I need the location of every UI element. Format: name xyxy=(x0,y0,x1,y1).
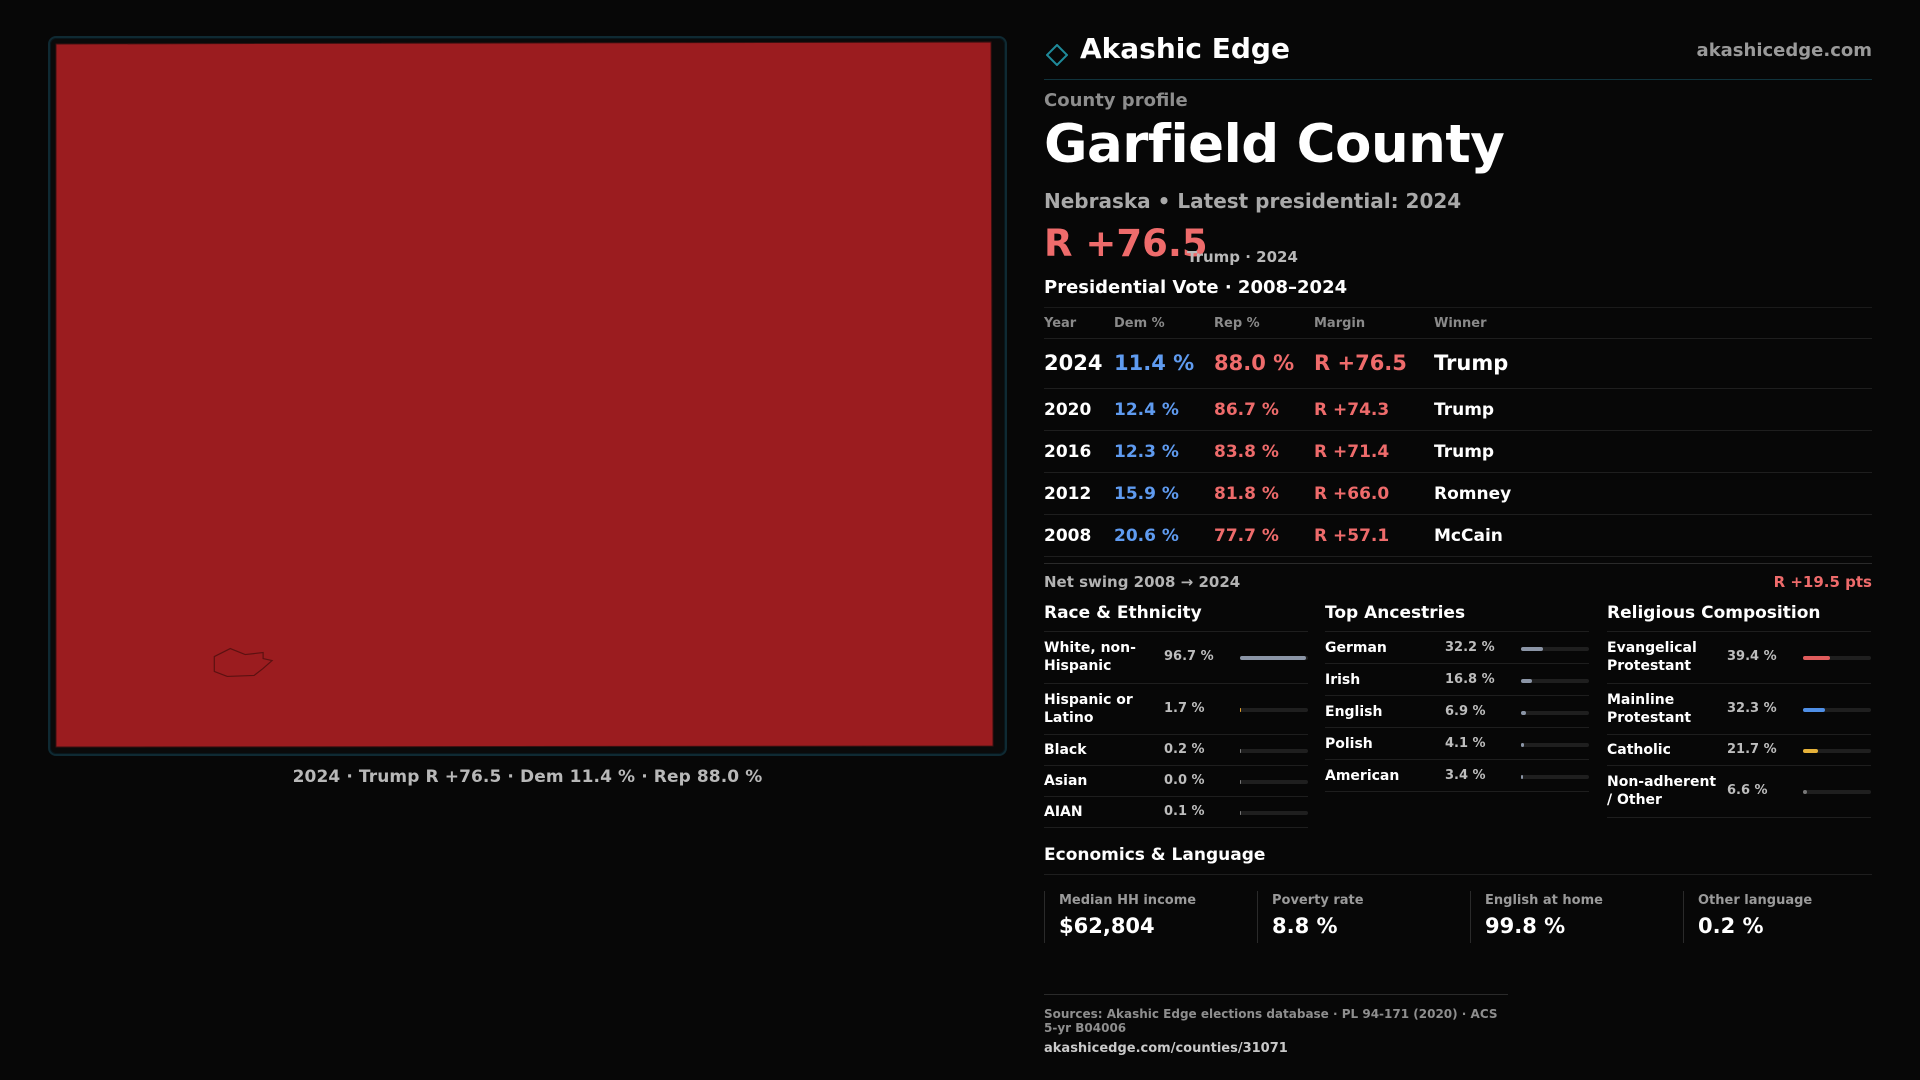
page-subtitle: Nebraska • Latest presidential: 2024 xyxy=(1044,189,1462,213)
list-item xyxy=(1044,797,1308,828)
cell-winner: Trump xyxy=(1434,351,1509,375)
item-bar-fill xyxy=(1240,749,1241,753)
cell-year: 2016 xyxy=(1044,442,1092,462)
item-value: 32.2 % xyxy=(1445,640,1495,655)
list-item xyxy=(1044,684,1308,735)
diamond-logo-icon xyxy=(1046,44,1068,66)
item-label: Non-adherent / Other xyxy=(1607,774,1717,808)
item-bar xyxy=(1521,775,1589,779)
stat-value: 99.8 % xyxy=(1485,914,1566,938)
stat-label: English at home xyxy=(1485,893,1603,908)
stat-label: Poverty rate xyxy=(1272,893,1364,908)
column-header-year: Year xyxy=(1044,316,1077,331)
list-item xyxy=(1044,632,1308,684)
item-label: White, non-Hispanic xyxy=(1044,640,1136,674)
stat-label: Median HH income xyxy=(1059,893,1197,908)
county-page-link[interactable]: akashicedge.com/counties/31071 xyxy=(1044,1041,1288,1056)
item-bar-fill xyxy=(1240,811,1241,815)
list-item xyxy=(1325,696,1589,728)
list-item xyxy=(1607,735,1871,766)
item-bar-fill xyxy=(1521,743,1524,747)
page-title: Garfield County xyxy=(1044,114,1505,175)
table-row xyxy=(1044,431,1872,473)
table-row xyxy=(1044,473,1872,515)
county-map-svg xyxy=(50,38,1005,754)
stat-poverty-rate xyxy=(1257,891,1464,943)
item-label: Hispanic or Latino xyxy=(1044,692,1133,726)
cell-winner: Trump xyxy=(1434,442,1495,462)
item-value: 6.6 % xyxy=(1727,783,1768,798)
headline-margin-note: Trump · 2024 xyxy=(1187,248,1298,266)
item-value: 3.4 % xyxy=(1445,768,1486,783)
item-value: 1.7 % xyxy=(1164,701,1205,716)
cell-dem: 15.9 % xyxy=(1114,484,1179,504)
net-swing-value: R +19.5 pts xyxy=(1773,573,1872,591)
stat-english-at-home xyxy=(1470,891,1677,943)
item-bar-fill xyxy=(1803,790,1807,794)
item-bar-fill xyxy=(1803,656,1830,660)
item-value: 6.9 % xyxy=(1445,704,1486,719)
item-bar xyxy=(1521,711,1589,715)
item-label: Polish xyxy=(1325,736,1373,752)
vote-table xyxy=(1044,307,1872,557)
cell-winner: McCain xyxy=(1434,526,1503,546)
item-value: 0.2 % xyxy=(1164,742,1205,757)
item-bar xyxy=(1803,790,1871,794)
cell-year: 2024 xyxy=(1044,351,1103,375)
column-header-winner: Winner xyxy=(1434,316,1487,331)
list-item xyxy=(1325,760,1589,792)
table-row xyxy=(1044,389,1872,431)
item-bar xyxy=(1240,811,1308,815)
cell-margin: R +57.1 xyxy=(1314,526,1390,546)
stat-median-income xyxy=(1044,891,1251,943)
item-label: Catholic xyxy=(1607,742,1671,758)
cell-dem: 20.6 % xyxy=(1114,526,1179,546)
headline-margin: R +76.5 xyxy=(1044,222,1208,265)
brand-header xyxy=(1044,30,1872,80)
list-item xyxy=(1044,766,1308,797)
item-bar xyxy=(1803,656,1871,660)
cell-year: 2012 xyxy=(1044,484,1092,504)
item-bar xyxy=(1240,749,1308,753)
item-bar xyxy=(1240,708,1308,712)
list-item xyxy=(1607,684,1871,735)
item-label: English xyxy=(1325,704,1383,720)
cell-margin: R +66.0 xyxy=(1314,484,1390,504)
item-label: Mainline Protestant xyxy=(1607,692,1692,726)
item-label: AIAN xyxy=(1044,804,1083,820)
item-value: 39.4 % xyxy=(1727,649,1777,664)
list-item xyxy=(1607,632,1871,684)
item-bar-fill xyxy=(1521,775,1523,779)
item-value: 0.0 % xyxy=(1164,773,1205,788)
item-label: Evangelical Protestant xyxy=(1607,640,1697,674)
race-ethnicity-title: Race & Ethnicity xyxy=(1044,602,1308,632)
religion-title: Religious Composition xyxy=(1607,602,1871,632)
item-bar xyxy=(1521,647,1589,651)
stat-other-language xyxy=(1683,891,1890,943)
map-caption: 2024 · Trump R +76.5 · Dem 11.4 % · Rep 88.0 % xyxy=(292,767,763,787)
item-bar xyxy=(1521,679,1589,683)
cell-dem: 12.4 % xyxy=(1114,400,1179,420)
item-bar-fill xyxy=(1240,656,1306,660)
race-ethnicity-section xyxy=(1044,602,1308,828)
religion-section xyxy=(1607,602,1871,818)
cell-margin: R +76.5 xyxy=(1314,351,1407,375)
cell-winner: Trump xyxy=(1434,400,1495,420)
ancestry-title: Top Ancestries xyxy=(1325,602,1589,632)
item-label: American xyxy=(1325,768,1400,784)
item-bar-fill xyxy=(1240,780,1241,784)
item-label: German xyxy=(1325,640,1387,656)
cell-dem: 11.4 % xyxy=(1114,351,1195,375)
net-swing-label: Net swing 2008 → 2024 xyxy=(1044,573,1241,591)
sources-text: Sources: Akashic Edge elections database · PL 94-171 (2020) · ACS 5-yr B04006 xyxy=(1044,1007,1498,1035)
ancestry-section xyxy=(1325,602,1589,792)
item-bar-fill xyxy=(1521,679,1532,683)
sources-footer xyxy=(1044,994,1508,1056)
cell-rep: 81.8 % xyxy=(1214,484,1279,504)
item-bar-fill xyxy=(1521,647,1543,651)
vote-table-title: Presidential Vote · 2008–2024 xyxy=(1044,277,1348,298)
item-bar xyxy=(1240,656,1308,660)
cell-year: 2008 xyxy=(1044,526,1092,546)
cell-winner: Romney xyxy=(1434,484,1512,504)
brand-name[interactable]: Akashic Edge xyxy=(1080,32,1290,65)
cell-dem: 12.3 % xyxy=(1114,442,1179,462)
list-item xyxy=(1325,664,1589,696)
item-value: 0.1 % xyxy=(1164,804,1205,819)
table-row xyxy=(1044,339,1872,389)
page-eyebrow: County profile xyxy=(1044,90,1188,111)
county-shape[interactable] xyxy=(56,42,993,747)
item-bar xyxy=(1803,708,1871,712)
county-map[interactable] xyxy=(48,36,1007,756)
list-item xyxy=(1325,728,1589,760)
item-bar xyxy=(1521,743,1589,747)
item-bar-fill xyxy=(1240,708,1241,712)
cell-rep: 77.7 % xyxy=(1214,526,1279,546)
item-value: 16.8 % xyxy=(1445,672,1495,687)
cell-rep: 88.0 % xyxy=(1214,351,1295,375)
item-value: 96.7 % xyxy=(1164,649,1214,664)
stat-value: 0.2 % xyxy=(1698,914,1764,938)
item-label: Asian xyxy=(1044,773,1088,789)
cell-margin: R +71.4 xyxy=(1314,442,1390,462)
column-header-rep: Rep % xyxy=(1214,316,1260,331)
brand-url-link[interactable]: akashicedge.com xyxy=(1696,40,1872,61)
item-bar xyxy=(1803,749,1871,753)
list-item xyxy=(1607,766,1871,818)
economics-title: Economics & Language xyxy=(1044,845,1872,875)
item-value: 21.7 % xyxy=(1727,742,1777,757)
item-bar-fill xyxy=(1521,711,1526,715)
item-bar-fill xyxy=(1803,708,1825,712)
item-bar xyxy=(1240,780,1308,784)
item-label: Irish xyxy=(1325,672,1361,688)
list-item xyxy=(1044,735,1308,766)
vote-table-header xyxy=(1044,308,1872,339)
item-label: Black xyxy=(1044,742,1087,758)
item-bar-fill xyxy=(1803,749,1818,753)
table-row xyxy=(1044,515,1872,557)
stat-value: 8.8 % xyxy=(1272,914,1338,938)
list-item xyxy=(1325,632,1589,664)
net-swing xyxy=(1044,563,1872,593)
column-header-margin: Margin xyxy=(1314,316,1366,331)
cell-year: 2020 xyxy=(1044,400,1092,420)
stat-label: Other language xyxy=(1698,893,1813,908)
cell-rep: 83.8 % xyxy=(1214,442,1279,462)
item-value: 32.3 % xyxy=(1727,701,1777,716)
stat-value: $62,804 xyxy=(1059,914,1155,938)
item-value: 4.1 % xyxy=(1445,736,1486,751)
cell-margin: R +74.3 xyxy=(1314,400,1390,420)
cell-rep: 86.7 % xyxy=(1214,400,1279,420)
column-header-dem: Dem % xyxy=(1114,316,1165,331)
